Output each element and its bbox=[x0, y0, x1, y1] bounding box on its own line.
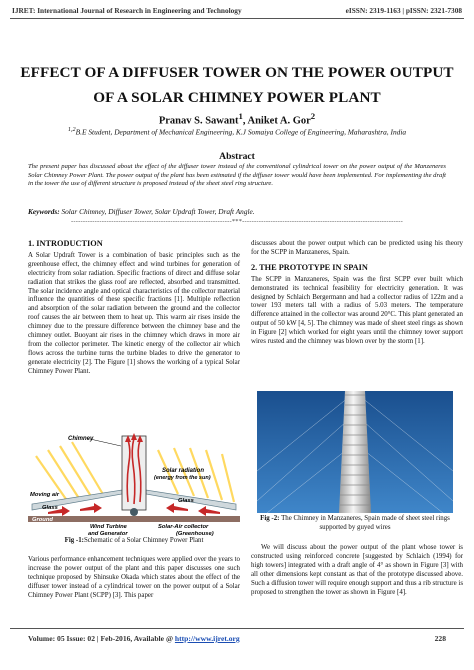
section-1-heading: 1. INTRODUCTION bbox=[28, 239, 103, 248]
footer-link[interactable]: http://www.ijret.org bbox=[174, 634, 240, 643]
section-1-paragraph-2: Various performance enhancement techniques were applied over the years to increase the power output of the plant and this paper discusses one such technique proposed by Shinsuke Okada which states about the effect of the diffuser tower instead of a cylindrical tower on the power output of a Solar Chimney Power Plant (SCPP) [3]. This paper bbox=[28, 556, 240, 599]
figure-1-caption-text: Schematic of a Solar Chimney Power Plant bbox=[83, 537, 204, 544]
journal-name: IJRET: International Journal of Research in Engineering and Technology bbox=[12, 6, 242, 15]
label-glass-right: Glass bbox=[178, 498, 194, 504]
authors bbox=[0, 111, 474, 127]
author-1-sup: 1 bbox=[238, 111, 243, 121]
label-chimney: Chimney bbox=[68, 436, 94, 442]
figure-1-caption bbox=[28, 537, 240, 546]
ground-strip bbox=[28, 516, 240, 522]
footer bbox=[0, 634, 474, 643]
figure-1-caption-label: Fig -1: bbox=[64, 537, 84, 544]
author-2: Aniket A. Gor bbox=[247, 115, 311, 127]
col2-paragraph-0: discusses about the power output which can be predicted using his theory for the SCPP in Manzaneres, Spain. bbox=[251, 240, 463, 256]
label-turbine: Wind Turbine bbox=[90, 524, 127, 530]
section-2-paragraph-2: We will discuss about the power output of the plant whose tower is constructed using reinforced concrete [suggested by Schlaich (1994) for high towers] integrated with a draft angle of 4° as shown in Figure [3] with all other dimensions kept constant as that of the prototype discussed above. Such a diffusion tower will require enough support and thus a rib structure is proposed to strengthen the tower as shown in Figure [4]. bbox=[251, 544, 463, 596]
figure-1-schematic bbox=[28, 432, 240, 536]
figure-2-photo bbox=[257, 391, 453, 513]
abstract-heading: Abstract bbox=[219, 151, 255, 162]
schematic-svg bbox=[28, 432, 240, 536]
section-1-paragraph-1: A Solar Updraft Tower is a combination of basic principles such as the greenhouse effect, the chimney effect and wind turbines for generation of electricity from solar radiation. Specific fractions of direct and diffuse solar radiation that strikes the glass roof are reflected, absorbed and transmitted. The solar incidence angle and optical characteristics of the collector material influence the quantities of these specific fractions [1]. Multiple reflection and absorption of the solar radiation between the ground and the collector roof causes the air between them to heat up. This warm air rises inside the chimney due to the pressure difference between the chimney base and the chimney outlet. Buoyant air rises in the chimney which draws in more air from the collector perimeter. The kinetic energy of the collector air which flows across the turbine turns the turbine blades to drive the generator to generate electricity [2]. The Figure [1] shows the working of a typical Solar Chimney Power Plant. bbox=[28, 251, 240, 375]
left-column-top bbox=[28, 240, 240, 377]
abstract-text: The present paper has discussed about the effect of the diffuser tower instead of the conventional cylindrical tower on the power output of the Manzeneres Solar Chimney Power Plant. The power output of the plant has been estimated if the diffuser tower would have been implemented. For implementing the draft in the tower the use of different structure is proposed instead of the sheet steel ring structure. bbox=[28, 163, 446, 188]
author-2-sup: 2 bbox=[310, 111, 316, 121]
label-glass-left: Glass bbox=[42, 505, 58, 511]
right-column-bottom bbox=[251, 544, 463, 597]
label-energy: (energy from the sun) bbox=[154, 475, 211, 481]
turbine-shape bbox=[130, 508, 138, 516]
affiliation bbox=[10, 127, 464, 136]
issn: eISSN: 2319-1163 | pISSN: 2321-7308 bbox=[345, 6, 462, 15]
section-2-heading: 2. THE PROTOTYPE IN SPAIN bbox=[251, 262, 368, 272]
keywords bbox=[28, 207, 446, 216]
paper-title: EFFECT OF A DIFFUSER TOWER ON THE POWER OUTPUT OF A SOLAR CHIMNEY POWER PLANT bbox=[20, 64, 454, 106]
right-column-top bbox=[251, 240, 463, 347]
left-column-bottom bbox=[28, 556, 240, 601]
label-generator: and Generator bbox=[88, 531, 128, 536]
affiliation-sup: 1,2 bbox=[67, 127, 76, 133]
section-2-paragraph-1: The SCPP in Manzaneres, Spain was the first SCPP ever built which demonstrated its technical feasibility for electricity generation. It was designed by Schlaich Bergermann and had a collector radius of 122m and a tower 193 meters tall with a radius of 5.03 meters. The temperature difference attained in the collector was around 20°C. This plant generated an output of 50 kW [4, 5]. The chimney was made of sheet steel rings as shown in Figure [2] which worked for eight years until the chimney tower support wires rusted and the chimney was blown over by the storm [1]. bbox=[251, 275, 463, 346]
author-sep: , bbox=[242, 115, 248, 127]
footer-volume-text: Volume: 05 Issue: 02 | Feb-2016, Available @ bbox=[28, 634, 175, 643]
label-radiation: Solar radiation bbox=[162, 468, 205, 474]
figure-2-caption-text: The Chimney in Manzaneres, Spain made of sheet steel rings supported by guyed wires bbox=[279, 515, 450, 531]
label-moving-air: Moving air bbox=[30, 492, 59, 498]
label-greenhouse: (Greenhouse) bbox=[176, 531, 214, 536]
header-rule bbox=[10, 18, 464, 19]
author-1: Pranav S. Sawant bbox=[158, 115, 239, 127]
running-header bbox=[0, 6, 474, 15]
footer-rule bbox=[10, 628, 464, 629]
separator: --------------------------------------------------------------------***-------------------------------------------------------------------- bbox=[71, 218, 403, 225]
figure-2-caption-label: Fig -2: bbox=[260, 515, 280, 522]
keywords-label: Keywords: bbox=[28, 207, 60, 216]
affiliation-text: B.E Student, Department of Mechanical Engineering, K.J Somaiya College of Engineering, Maharashtra, India bbox=[75, 127, 407, 137]
figure-2-caption bbox=[257, 515, 453, 532]
page-number: 228 bbox=[434, 634, 446, 643]
label-collector: Solar-Air collector bbox=[158, 524, 209, 530]
label-ground: Ground bbox=[32, 517, 53, 523]
keywords-text: Solar Chimney, Diffuser Tower, Solar Updraft Tower, Draft Angle. bbox=[59, 207, 255, 216]
footer-volume bbox=[28, 634, 240, 643]
chimney-photo-svg bbox=[257, 391, 453, 513]
